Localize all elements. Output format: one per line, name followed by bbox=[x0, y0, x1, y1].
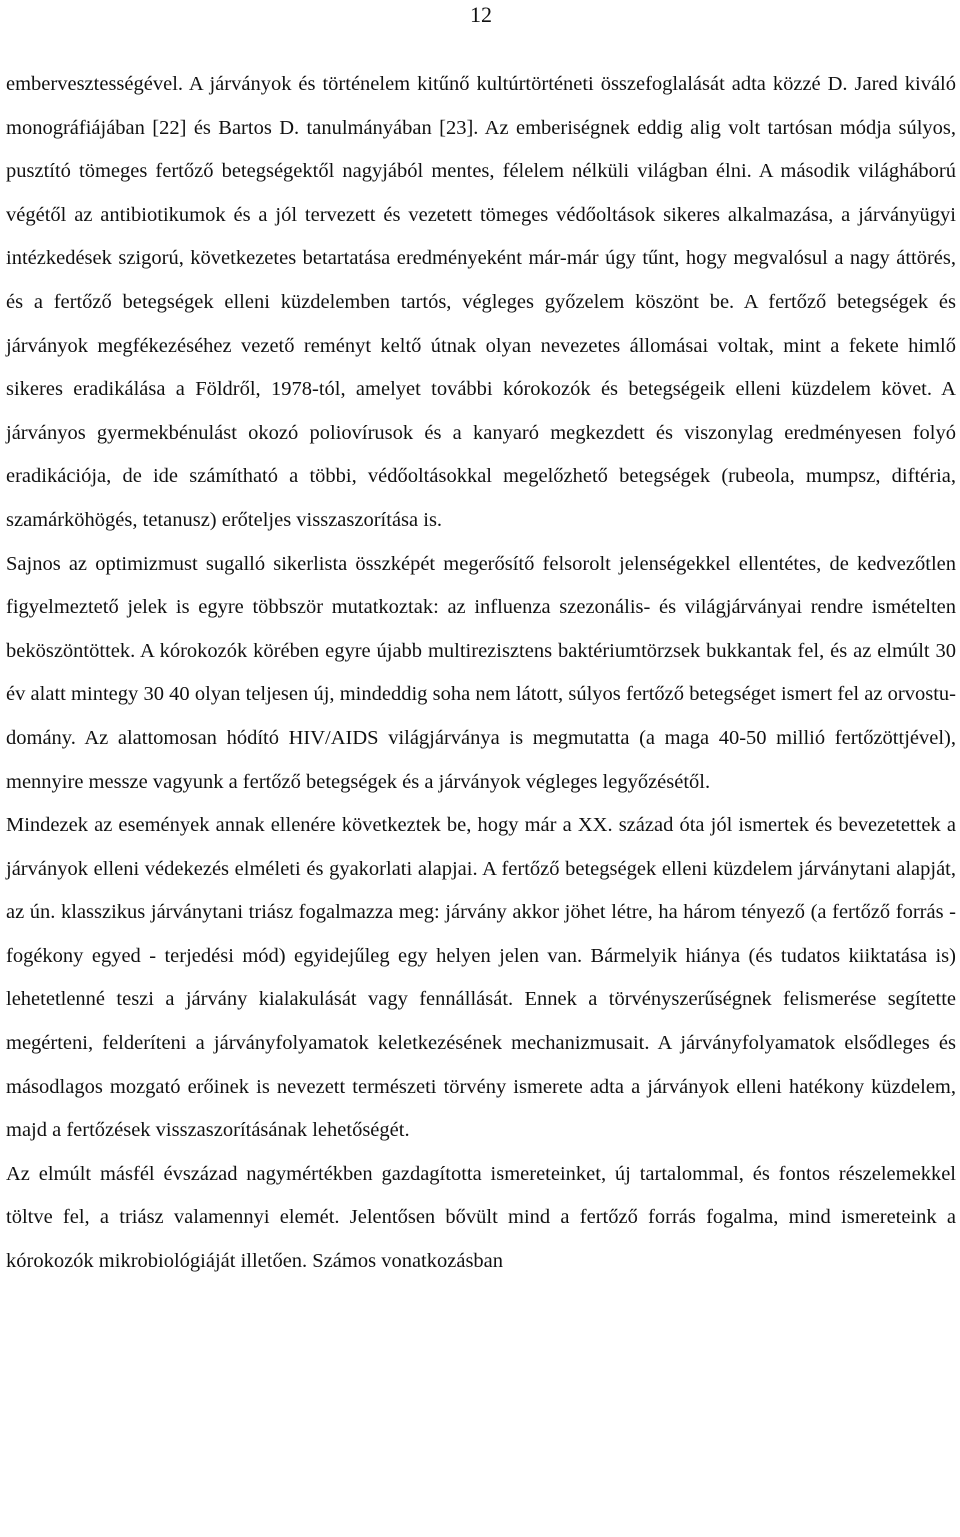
page-number: 12 bbox=[470, 2, 492, 27]
paragraph-1: embervesztességével. A járványok és történelem kitűnő kultúrtörténeti összefoglalását adta közzé D. Jared kiváló monográfiájában [22] és Bartos D. tanulmányában [23]. Az emberiségnek eddig alig volt tartósan módja súlyos, pusztító tömeges fertőző betegségektől nagyjából mentes, félelem nélküli világban élni. A második világháború végétől az antibiotikumok és a jól tervezett és vezetett tömeges védőoltások sikeres alkalmazása, a járványügyi intézkedések szigorú, következetes betartatása eredményeként már-már úgy tűnt, hogy megvalósul a nagy áttörés, és a fertőző betegségek elleni küzdelemben tartós, végleges győzelem köszönt be. A fertőző betegségek és járványok megfékezéséhez vezető reményt keltő útnak olyan nevezetes állomásai voltak, mint a fekete himlő sikeres eradikálása a Földről, 1978-tól, amelyet további kórokozók és betegségeik elleni küzdelem követ. A járványos gyermekbénulást okozó poliovírusok és a kanyaró megkezdett és viszonylag eredményesen folyó eradikációja, de ide számítható a többi, védőoltásokkal megelőzhető betegségek (rubeola, mumpsz, diftéria, szamárköhögés, tetanusz) erőteljes visszaszorítása is. bbox=[6, 73, 956, 531]
paragraph-2: Sajnos az optimizmust sugalló sikerlista összképét megerősítő felsorolt jelenségekkel ellentétes, de kedvezőtlen figyelmeztető jelek is egyre többször mutatkoztak: az influenza szezonális- és világjárványai rendre ismételten beköszöntöttek. A kórokozók körében egyre újabb multirezisztens baktériumtörzsek bukkantak fel, és az elmúlt 30 év alatt mintegy 30 40 olyan teljesen új, mindeddig soha nem látott, súlyos fertőző betegséget ismert fel az orvostudomány. Az alattomosan hódító HIV/AIDS világjárványa is megmutatta (a maga 40-50 millió fertőzöttjével), mennyire messze vagyunk a fertőző betegségek és a járványok végleges legyőzésétől. bbox=[6, 552, 956, 793]
paragraph-3: Mindezek az események annak ellenére következtek be, hogy már a XX. század óta jól ismertek és bevezetettek a járványok elleni védekezés elméleti és gyakorlati alapjai. A fertőző betegségek elleni küzdelem járványtani alapját, az ún. klasszikus járványtani triász fogalmazza meg: járvány akkor jöhet létre, ha három tényező (a fertőző forrás - fogékony egyed - terjedési mód) egyidejűleg egy helyen jelen van. Bármelyik hiánya (és tudatos kiiktatása is) lehetetlenné teszi a járvány kialakulását vagy fennállását. Ennek a törvényszerűségnek felismerése segítette megérteni, felderíteni a járványfolyamatok keletkezésének mechanizmusait. A járványfolyamatok elsődleges és másodlagos mozgató erőinek is nevezett természeti törvény ismerete adta a járványok elleni hatékony küzdelem, majd a fertőzések visszaszorításának lehetőségét. bbox=[6, 814, 956, 1142]
document-body bbox=[6, 63, 956, 1284]
paragraph-4: Az elmúlt másfél évszázad nagymértékben gazdagította ismereteinket, új tartalommal, és fontos részelemekkel töltve fel, a triász valamennyi elemét. Jelentősen bővült mind a fertőző forrás fogalma, mind ismereteink a kórokozók mikrobiológiáját illetően. Számos vonatkozásban bbox=[6, 1162, 956, 1273]
